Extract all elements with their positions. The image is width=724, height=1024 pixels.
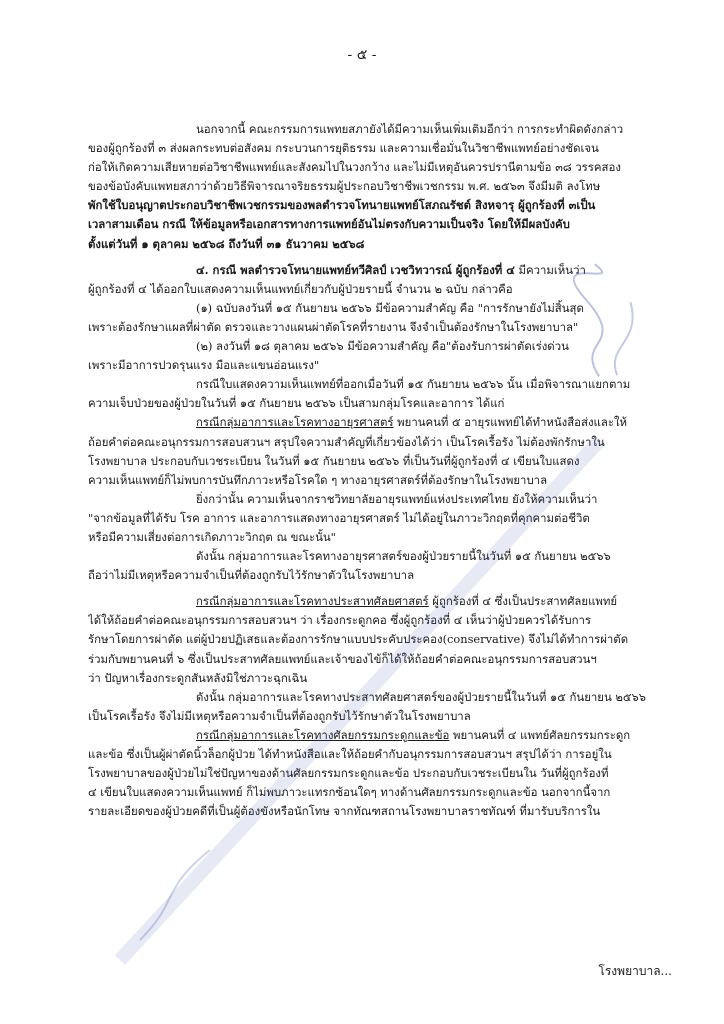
- section-4-heading-rest: มีความเห็นว่า: [514, 262, 586, 277]
- paragraph-text: ผู้ถูกร้องที่ ๔ ซึ่งเป็นประสาทศัลยแพทย์: [428, 594, 618, 609]
- quote-line: หรือมีความเสี่ยงต่อการเกิดภาวะวิกฤต ณ ขณะนั้น": [88, 529, 336, 544]
- paragraph-line: ความเจ็บป่วยของผู้ป่วยในวันที่ ๑๕ กันยายน ๒๕๖๖ เป็นสามกลุ่มโรคและอาการ ได้แก่: [88, 396, 505, 411]
- paragraph-line: ความเห็นแพทย์ก็ไม่พบการบันทึกภาวะหรือโรคใด ๆ ทางอายุรศาสตร์ที่ต้องรักษาในโรงพยาบาล: [88, 472, 548, 487]
- paragraph-line: ดังนั้น กลุ่มอาการและโรคทางอายุรศาสตร์ของผู้ป่วยรายนี้ในวันที่ ๑๕ กันยายน ๒๕๖๖: [196, 549, 611, 564]
- penalty-line: ตั้งแต่วันที่ ๑ ตุลาคม ๒๕๖๘ ถึงวันที่ ๓๑ ธันวาคม ๒๕๖๘: [88, 236, 365, 251]
- penalty-line: เวลาสามเดือน กรณี ให้ข้อมูลหรือเอกสารทางการแพทย์อันไม่ตรงกับความเป็นจริง โดยให้มีผลบังคับ: [88, 217, 570, 232]
- paragraph-line: ว่า ปัญหาเรื่องกระดูกสันหลังมิใช่ภาวะฉุกเฉิน: [88, 670, 308, 685]
- section-4-heading: [88, 261, 648, 280]
- list-item-continuation: เพราะมีอาการปวดรุนแรง มือและแขนอ่อนแรง": [88, 358, 320, 373]
- paragraph-line: โรงพยาบาลของผู้ป่วยไม่ใช่ปัญหาของด้านศัลยกรรมกระดูกและข้อ ประกอบกับเวชระเบียนใน วันที่ผู้ถูกร้องที่: [88, 766, 609, 781]
- paragraph-line: กรณีใบแสดงความเห็นแพทย์ที่ออกเมื่อวันที่ ๑๕ กันยายน ๒๕๖๖ นั้น เมื่อพิจารณาแยกตาม: [196, 377, 631, 392]
- paragraph-line: ดังนั้น กลุ่มอาการและโรคทางประสาทศัลยศาสตร์ของผู้ป่วยรายนี้ในวันที่ ๑๕ กันยายน ๒๕๖๖: [196, 689, 646, 704]
- paragraph-line: ของผู้ถูกร้องที่ ๓ ส่งผลกระทบต่อสังคม กระบวนการยุติธรรม และความเชื่อมั่นในวิชาชีพแพทย์อย่างชัดเจน: [88, 141, 599, 156]
- internal-medicine-heading: กรณีกลุ่มอาการและโรคทางอายุรศาสตร์: [196, 415, 394, 430]
- paragraph-line: รายละเอียดของผู้ป่วยคดีที่เป็นผู้ต้องขังหรือนักโทษ จากทัณฑสถานโรงพยาบาลราชทัณฑ์ ที่มารับบริการใน: [88, 804, 601, 819]
- paragraph-line: ถ้อยคำต่อคณะอนุกรรมการสอบสวนฯ สรุปใจความสำคัญที่เกี่ยวข้องได้ว่า เป็นโรคเรื้อรัง ไม่ต้องพักรักษาใน: [88, 434, 605, 449]
- paragraph-line: ได้ให้ถ้อยคำต่อคณะอนุกรรมการสอบสวนฯ ว่า เรื่องกระดูกคอ ซึ่งผู้ถูกร้องที่ ๔ เห็นว่าผู้ป่วยควรได้รับการ: [88, 613, 591, 628]
- list-item-continuation: เพราะต้องรักษาแผลที่ผ่าตัด ตรวจและวางแผนผ่าตัดโรคที่รายงาน จึงจำเป็นต้องรักษาในโรงพยาบาล": [88, 319, 579, 334]
- paragraph-line: และข้อ ซึ่งเป็นผู้ผ่าตัดนิ้วล็อกผู้ป่วย ได้ทำหนังสือและให้ถ้อยคำกับอนุกรรมการสอบสวนฯ สรุปได้ว่า การอยู่ใน: [88, 747, 612, 761]
- paragraph-line: ยิ่งกว่านั้น ความเห็นจากราชวิทยาลัยอายุรแพทย์แห่งประเทศไทย ยังให้ความเห็นว่า: [196, 491, 598, 506]
- paragraph-text: พยานคนที่ ๔ แพทย์ศัลยกรรมกระดูก: [449, 727, 631, 742]
- paragraph-line: โรงพยาบาล ประกอบกับเวชระเบียน ในวันที่ ๑๕ กันยายน ๒๕๖๖ ที่เป็นวันที่ผู้ถูกร้องที่ ๔ เขียนใบแสดง: [88, 453, 580, 468]
- page-number: - ๕ -: [347, 47, 377, 63]
- paragraph-line: ถือว่าไม่มีเหตุหรือความจำเป็นที่ต้องถูกรับไว้รักษาตัวในโรงพยาบาล: [88, 568, 415, 583]
- diagonal-watermark: [100, 420, 620, 980]
- paragraph-line: เป็นโรคเรื้อรัง จึงไม่มีเหตุหรือความจำเป็นที่ต้องถูกรับไว้รักษาตัวในโรงพยาบาล: [88, 708, 471, 723]
- continuation-text: โรงพยาบาล...: [598, 964, 672, 978]
- paragraph-line: ร่วมกับพยานคนที่ ๖ ซึ่งเป็นประสาทศัลยแพทย์และเจ้าของไข้ก็ได้ให้ถ้อยคำต่อคณะอนุกรรมการสอบสวนฯ: [88, 651, 597, 666]
- list-item: (๒) ลงวันที่ ๑๘ ตุลาคม ๒๕๖๖ มีข้อความสำคัญ คือ"ต้องรับการผ่าตัดเร่งด่วน: [196, 339, 569, 354]
- paragraph-text: พยานคนที่ ๕ อายุรแพทย์ได้ทำหนังสือส่งและให้: [393, 415, 628, 430]
- paragraph-line: ผู้ถูกร้องที่ ๔ ได้ออกใบแสดงความเห็นแพทย์เกี่ยวกับผู้ป่วยรายนี้ จำนวน ๒ ฉบับ กล่าวคือ: [88, 281, 513, 296]
- paragraph-line: รักษาโดยการผ่าตัด แต่ผู้ป่วยปฏิเสธและต้องการรักษาแบบประคับประคอง(conservative) จึงไม่ได้ทำการผ่าตัด: [88, 632, 629, 647]
- orthopedic-heading: กรณีกลุ่มอาการและโรคทางศัลยกรรมกระดูกและข้อ: [196, 727, 450, 742]
- paragraph-line: นอกจากนี้ คณะกรรมการแพทยสภายังได้มีความเห็นเพิ่มเติมอีกว่า การกระทำผิดดังกล่าว: [196, 122, 624, 136]
- penalty-line: พักใช้ใบอนุญาตประกอบวิชาชีพเวชกรรมของพลตำรวจโทนายแพทย์โสภณรัชต์ สิงหจารุ ผู้ถูกร้องที่ ๓เป็น: [88, 198, 596, 213]
- paragraph-line: ก่อให้เกิดความเสียหายต่อวิชาชีพแพทย์และสังคมไปในวงกว้าง และไม่มีเหตุอันควรปรานีตามข้อ ๓๘ วรรคสอง: [88, 160, 621, 175]
- list-item: (๑) ฉบับลงวันที่ ๑๕ กันยายน ๒๕๖๖ มีข้อความสำคัญ คือ "การรักษายังไม่สิ้นสุด: [196, 300, 584, 315]
- neurosurgery-heading: กรณีกลุ่มอาการและโรคทางประสาทศัลยศาสตร์: [196, 594, 429, 609]
- quote-line: "จากข้อมูลที่ได้รับ โรค อาการ และอาการแสดงทางอายุรศาสตร์ ไม่ได้อยู่ในภาวะวิกฤตที่คุกคามต่อชีวิต: [88, 510, 590, 525]
- paragraph-line: ๔ เขียนใบแสดงความเห็นแพทย์ ก็ไม่พบภาวะแทรกซ้อนใดๆ ทางด้านศัลยกรรมกระดูกและข้อ นอกจากนี้จาก: [88, 785, 611, 800]
- section-4-heading-bold: ๔. กรณี พลตำรวจโทนายแพทย์ทวีศิลป์ เวชวิทวารณ์ ผู้ถูกร้องที่ ๔: [196, 262, 515, 277]
- paragraph-line: ของข้อบังคับแพทยสภาว่าด้วยวิธีพิจารณาจริยธรรมผู้ประกอบวิชาชีพเวชกรรม พ.ศ. ๒๕๖๓ จึงมีมติ ลงโทษ: [88, 179, 601, 194]
